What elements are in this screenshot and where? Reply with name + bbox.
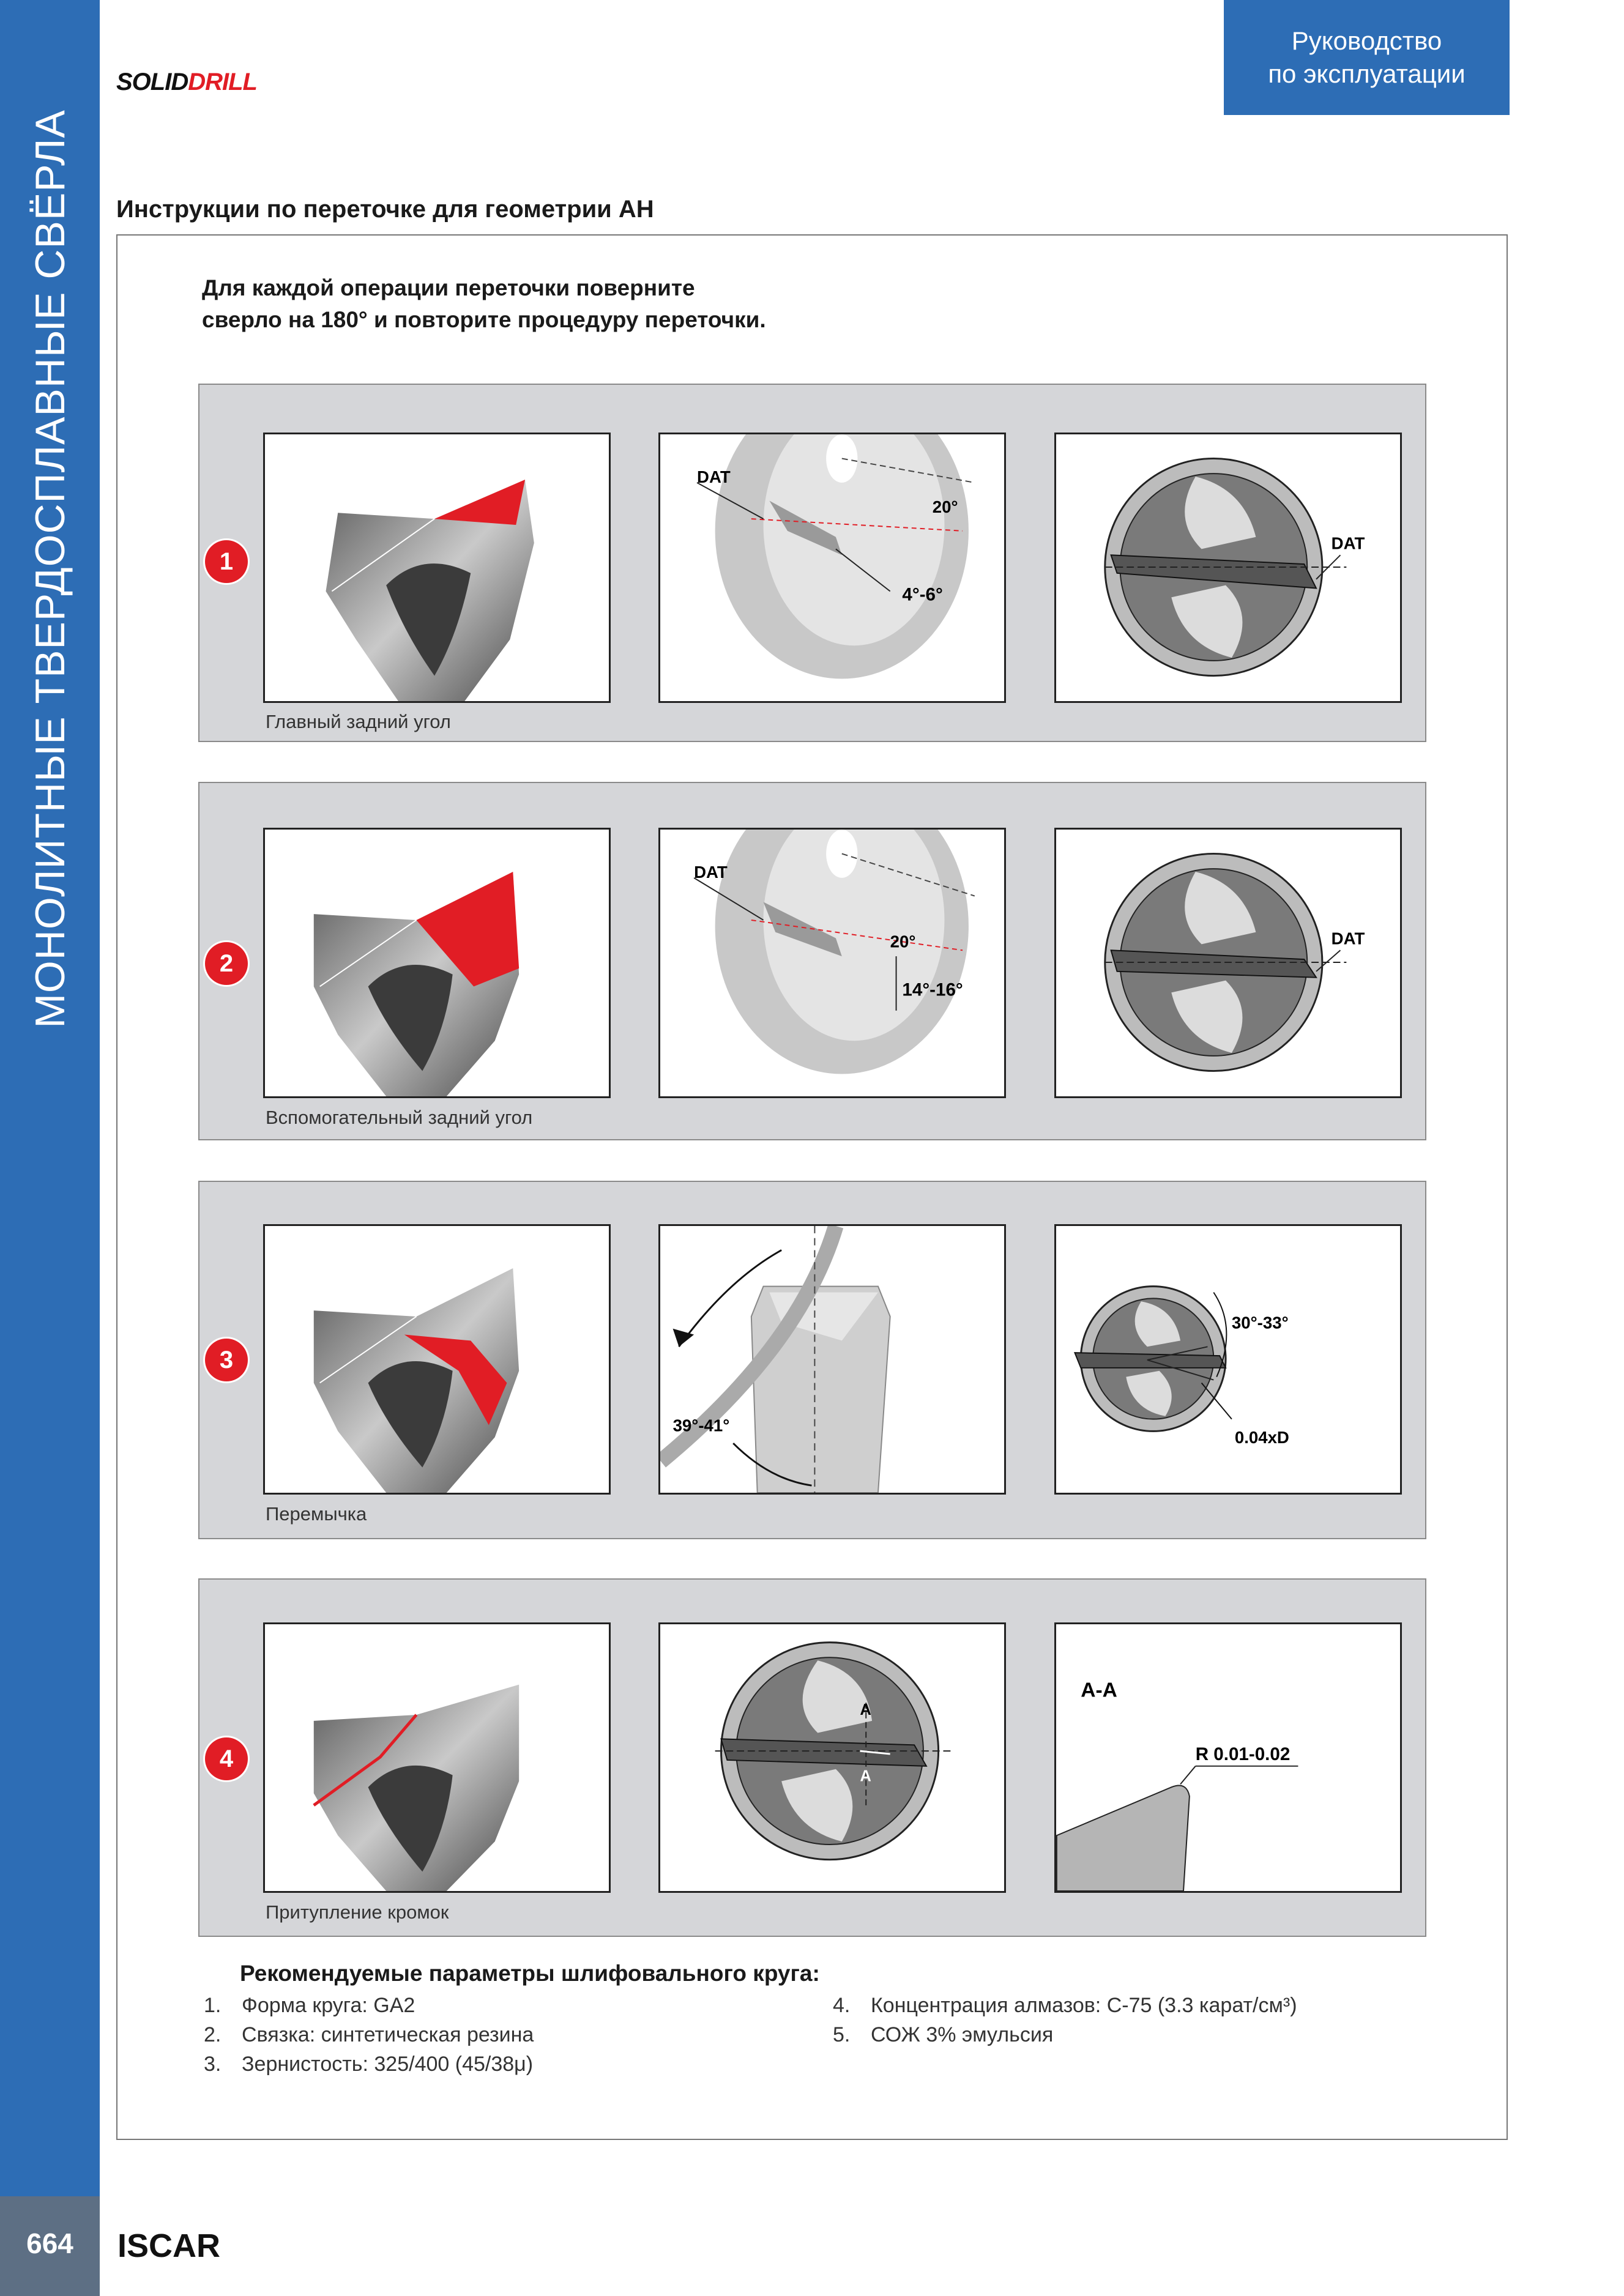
step-caption-3: Перемычка bbox=[266, 1503, 367, 1525]
step-number-3: 3 bbox=[205, 1339, 248, 1381]
step-caption-2: Вспомогательный задний угол bbox=[266, 1107, 533, 1128]
footer-brand: ISCAR bbox=[117, 2227, 221, 2264]
solid-drill-logo bbox=[116, 69, 257, 96]
sidebar bbox=[0, 0, 100, 2296]
page-number: 664 bbox=[26, 2227, 73, 2259]
drill-tip-view-1 bbox=[263, 433, 611, 703]
value-label-3: 0.04xD bbox=[1234, 1428, 1289, 1447]
step-number-4: 4 bbox=[205, 1737, 248, 1780]
step-caption-1: Главный задний угол bbox=[266, 711, 451, 732]
step-number-2: 2 bbox=[205, 942, 248, 985]
drill-section-view-4 bbox=[658, 1622, 1006, 1893]
param-item: 2. Связка: синтетическая резина bbox=[204, 2023, 534, 2046]
dat-label-2: DAT bbox=[694, 862, 728, 882]
param-item: 3. Зернистость: 325/400 (45/38μ) bbox=[204, 2053, 534, 2076]
grinding-angle-view-3 bbox=[658, 1224, 1006, 1495]
angle-label-1b: 4°-6° bbox=[902, 584, 943, 605]
step-caption-4: Притупление кромок bbox=[266, 1901, 449, 1923]
param-item: 4. Концентрация алмазов: C-75 (3.3 карат/см³) bbox=[833, 1994, 1297, 2017]
section-title: A-A bbox=[1081, 1679, 1117, 1702]
sidebar-title-wrap bbox=[0, 0, 100, 1126]
logo-part2: DRILL bbox=[188, 69, 257, 95]
drill-end-view-1 bbox=[1054, 433, 1402, 703]
grinding-wheel-view-1 bbox=[658, 433, 1006, 703]
angle-label-3a: 39°-41° bbox=[672, 1416, 730, 1435]
dat-label-1: DAT bbox=[697, 467, 731, 486]
section-label-a2: A bbox=[860, 1767, 871, 1785]
sidebar-title: МОНОЛИТНЫЕ ТВЕРДОСПЛАВНЫЕ СВЁРЛА bbox=[26, 110, 73, 1028]
params-list-right bbox=[833, 1991, 1297, 2049]
dat-label-2b: DAT bbox=[1331, 929, 1365, 948]
page-title: Инструкции по переточке для геометрии AH bbox=[116, 196, 654, 223]
intro-text bbox=[202, 272, 766, 336]
manual-line1: Руководство bbox=[1291, 26, 1442, 55]
section-label-a1: A bbox=[860, 1701, 871, 1718]
dat-label-1b: DAT bbox=[1331, 533, 1365, 553]
intro-line1: Для каждой операции переточки поверните bbox=[202, 275, 695, 300]
manual-badge bbox=[1224, 0, 1510, 115]
angle-label-1a: 20° bbox=[932, 497, 958, 517]
edge-radius-view-4 bbox=[1054, 1622, 1402, 1893]
param-item: 5. СОЖ 3% эмульсия bbox=[833, 2023, 1054, 2046]
drill-tip-view-4 bbox=[263, 1622, 611, 1893]
grinding-wheel-view-2 bbox=[658, 828, 1006, 1098]
radius-label: R 0.01-0.02 bbox=[1195, 1744, 1291, 1764]
params-list-left bbox=[204, 1991, 534, 2079]
step-number-1: 1 bbox=[205, 540, 248, 583]
param-item: 1. Форма круга: GA2 bbox=[204, 1994, 415, 2017]
drill-tip-view-2 bbox=[263, 828, 611, 1098]
params-title: Рекомендуемые параметры шлифовального круга: bbox=[240, 1961, 820, 1986]
angle-label-3b: 30°-33° bbox=[1231, 1313, 1289, 1332]
manual-line2: по эксплуатации bbox=[1268, 59, 1466, 88]
drill-end-view-3 bbox=[1054, 1224, 1402, 1495]
angle-label-2a: 20° bbox=[890, 932, 916, 951]
logo-part1: SOLID bbox=[116, 69, 188, 95]
angle-label-2b: 14°-16° bbox=[902, 979, 963, 1000]
drill-end-view-2 bbox=[1054, 828, 1402, 1098]
intro-line2: сверло на 180° и повторите процедуру переточки. bbox=[202, 307, 766, 332]
drill-tip-view-3 bbox=[263, 1224, 611, 1495]
